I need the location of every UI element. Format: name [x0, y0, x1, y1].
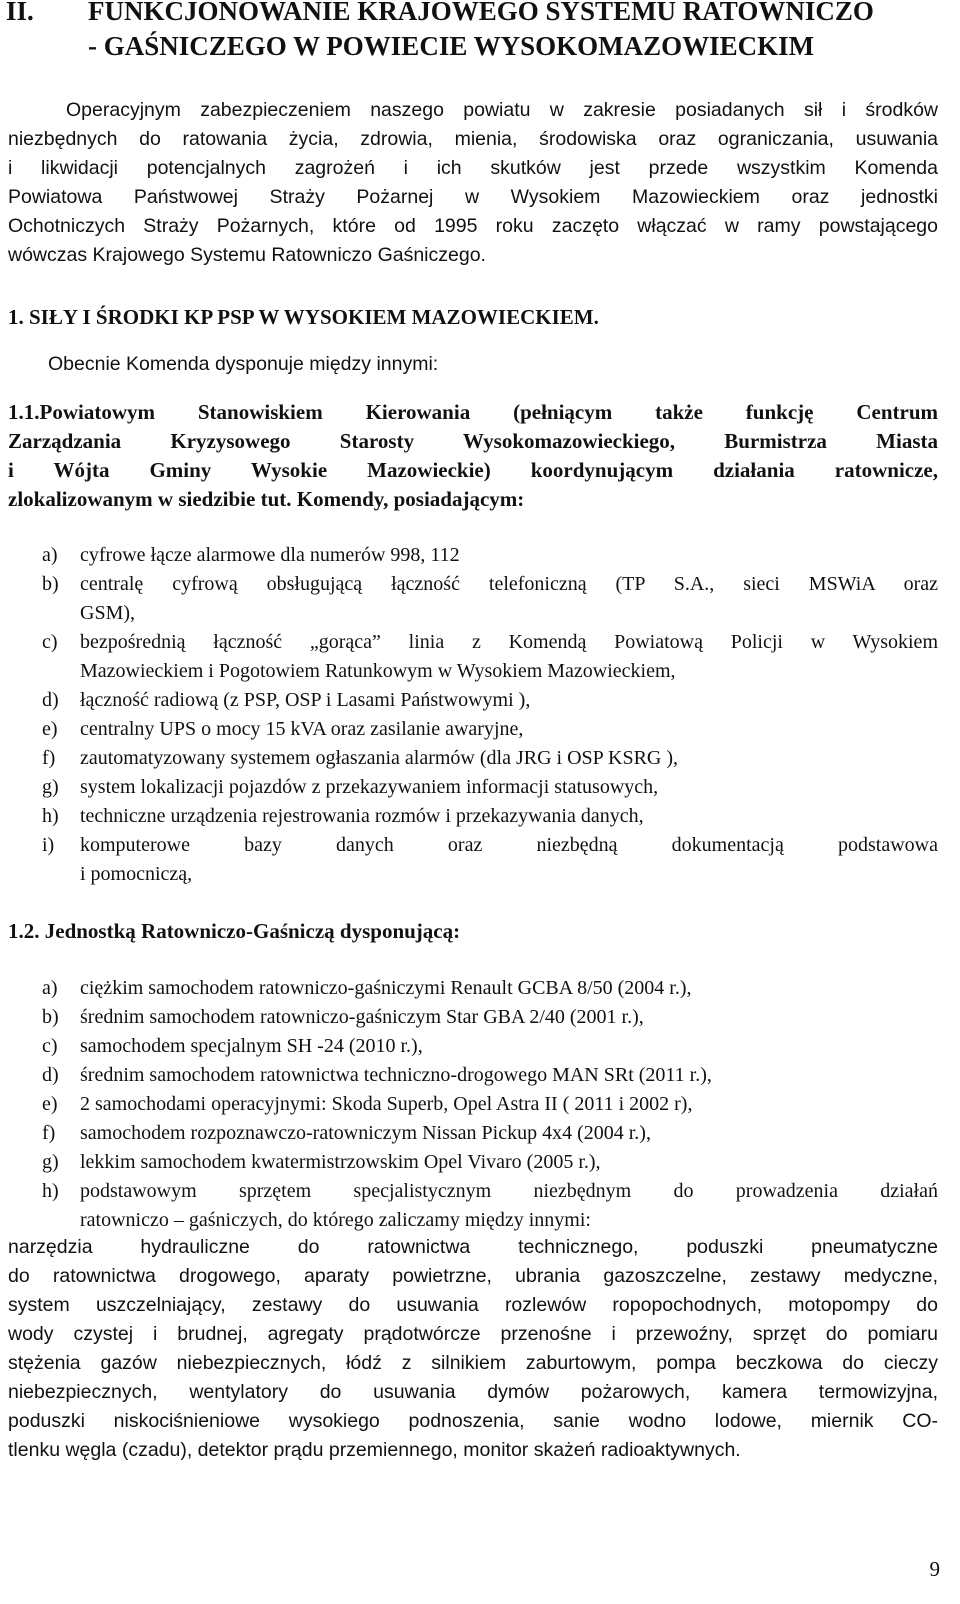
list-item: e) 2 samochodami operacyjnymi: Skoda Superb, Opel Astra II ( 2011 i 2002 r), [42, 1093, 693, 1115]
list-item: f) zautomatyzowany systemem ogłaszania alarmów (dla JRG i OSP KSRG ), [42, 747, 679, 769]
list-item: g) system lokalizacji pojazdów z przekazywaniem informacji statusowych, [42, 776, 659, 798]
chapter-heading-line-1: II. FUNKCJONOWANIE KRAJOWEGO SYSTEMU RATOWNICZO [6, 0, 946, 29]
equipment-line: narzędzia hydrauliczne do ratownictwa technicznego, poduszki pneumatyczne [8, 1236, 938, 1258]
intro-paragraph [8, 96, 938, 270]
intro-line: Operacyjnym zabezpieczeniem naszego powiatu w zakresie posiadanych sił i środków [66, 99, 938, 121]
list-item: c) bezpośrednią łączność „gorąca” linia z Komendą Powiatową Policji w Wysokiem Mazowieckiem i Pogotowiem Ratunkowym w Wysokiem Mazowieckiem, [42, 631, 938, 682]
chapter-number: II. [6, 0, 34, 26]
psk-equipment-list [42, 541, 938, 889]
intro-line: niezbędnych do ratowania życia, zdrowia, mienia, środowiska oraz ograniczania, usuwania [8, 128, 938, 150]
intro-line: Ochotniczych Straży Pożarnych, które od 1995 roku zaczęto włączać w ramy powstającego [8, 215, 938, 237]
list-item: a) ciężkim samochodem ratowniczo-gaśniczymi Renault GCBA 8/50 (2004 r.), [42, 977, 692, 999]
equipment-line: do ratownictwa drogowego, aparaty powietrzne, ubrania gazoszczelne, zestawy medyczne, [8, 1265, 938, 1287]
equipment-line: stężenia gazów niebezpiecznych, łódź z silnikiem zaburtowym, pompa beczkowa do cieczy [8, 1352, 938, 1374]
equipment-line: poduszki niskociśnieniowe wysokiego podnoszenia, sanie wodno lodowe, miernik CO- [8, 1410, 938, 1432]
intro-line: wówczas Krajowego Systemu Ratowniczo Gaśniczego. [8, 244, 486, 266]
equipment-line: tlenku węgla (czadu), detektor prądu przemiennego, monitor skażeń radioaktywnych. [8, 1439, 741, 1461]
chapter-heading-line-2: - GAŚNICZEGO W POWIECIE WYSOKOMAZOWIECKIM [88, 31, 815, 61]
subsection-1-1-paragraph [8, 398, 938, 514]
intro-line: i likwidacji potencjalnych zagrożeń i ich skutków jest przede wszystkim Komenda [8, 157, 938, 179]
list-item: i) komputerowe bazy danych oraz niezbędną dokumentacją podstawowa i pomocniczą, [42, 834, 938, 885]
list-item: c) samochodem specjalnym SH -24 (2010 r.), [42, 1035, 423, 1057]
page-number: 9 [929, 1557, 940, 1581]
list-item: e) centralny UPS o mocy 15 kVA oraz zasilanie awaryjne, [42, 718, 524, 740]
chapter-heading [6, 0, 946, 64]
subsection-line: i Wójta Gminy Wysokie Mazowieckie) koordynującym działania ratownicze, [8, 458, 938, 482]
list-item: b) średnim samochodem ratowniczo-gaśniczym Star GBA 2/40 (2001 r.), [42, 1006, 644, 1028]
list-item: f) samochodem rozpoznawczo-ratowniczym Nissan Pickup 4x4 (2004 r.), [42, 1122, 651, 1144]
list-item: d) łączność radiową (z PSP, OSP i Lasami Państwowymi ), [42, 689, 531, 711]
list-item: g) lekkim samochodem kwatermistrzowskim Opel Vivaro (2005 r.), [42, 1151, 601, 1173]
list-item: a) cyfrowe łącze alarmowe dla numerów 998, 112 [42, 544, 460, 566]
section-1-title: 1. SIŁY I ŚRODKI KP PSP W WYSOKIEM MAZOWIECKIEM. [8, 305, 599, 329]
list-item: h) techniczne urządzenia rejestrowania rozmów i przekazywania danych, [42, 805, 644, 827]
equipment-line: niebezpiecznych, wentylatory do usuwania dymów pożarowych, kamera termowizyjna, [8, 1381, 938, 1403]
section-1-subtitle: Obecnie Komenda dysponuje między innymi: [48, 353, 439, 375]
subsection-1-2-title: 1.2. Jednostką Ratowniczo-Gaśniczą dysponującą: [8, 919, 461, 943]
subsection-line: 1.1.Powiatowym Stanowiskiem Kierowania (pełniącym także funkcję Centrum [8, 400, 938, 424]
list-item: d) średnim samochodem ratownictwa techniczno-drogowego MAN SRt (2011 r.), [42, 1064, 712, 1086]
subsection-line: zlokalizowanym w siedzibie tut. Komendy, posiadającym: [8, 487, 525, 511]
jrg-vehicles-list [42, 974, 938, 1235]
intro-line: Powiatowa Państwowej Straży Pożarnej w Wysokiem Mazowieckiem oraz jednostki [8, 186, 938, 208]
equipment-paragraph [8, 1233, 938, 1465]
list-item: b) centralę cyfrową obsługującą łączność telefoniczną (TP S.A., sieci MSWiA oraz GSM), [42, 573, 938, 624]
list-item: h) podstawowym sprzętem specjalistycznym niezbędnym do prowadzenia działań ratowniczo – gaśniczych, do którego zaliczamy między innymi: [42, 1180, 938, 1231]
equipment-line: wody czystej i brudnej, agregaty prądotwórcze przenośne i przewoźny, sprzęt do pomiaru [8, 1323, 938, 1345]
equipment-line: system uszczelniający, zestawy do usuwania rozlewów ropopochodnych, motopompy do [8, 1294, 938, 1316]
subsection-line: Zarządzania Kryzysowego Starosty Wysokomazowieckiego, Burmistrza Miasta [8, 429, 938, 453]
